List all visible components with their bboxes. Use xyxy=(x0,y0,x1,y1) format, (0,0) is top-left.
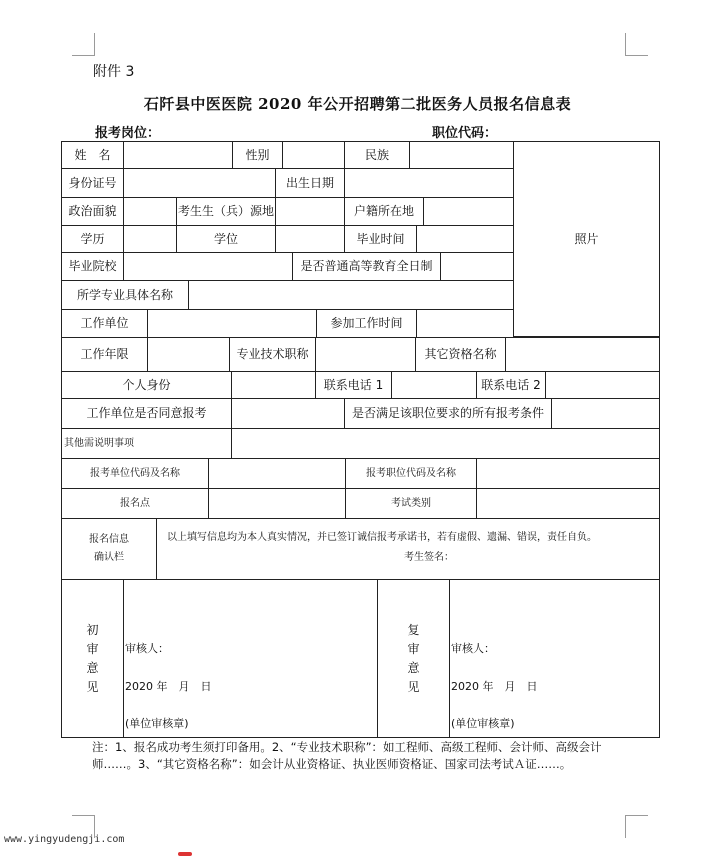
footnote: 注：1、报名成功考生须打印备用。2、“专业技术职称”：如工程师、高级工程师、会计师、高级会计师……。3、“其它资格名称”：如会计从业资格证、执业医师资格证、国家司法考试Ａ证……。 xyxy=(92,740,602,771)
work-unit-label: 工作单位 xyxy=(61,309,148,338)
second-review-date: 2020 年 月 日 xyxy=(451,680,538,693)
first-review-box[interactable] xyxy=(123,579,378,738)
first-review-char: 审 xyxy=(86,641,99,656)
exam-type-label: 考试类别 xyxy=(345,488,477,519)
identity-label: 个人身份 xyxy=(61,371,232,399)
unit-agree-label: 工作单位是否同意报考 xyxy=(61,398,232,429)
exam-type-field[interactable] xyxy=(476,488,660,519)
second-review-char: 复 xyxy=(407,622,420,637)
work-start-label: 参加工作时间 xyxy=(316,309,417,338)
degree-field[interactable] xyxy=(275,225,345,253)
post-code-label: 报考职位代码及名称 xyxy=(345,458,477,489)
education-field[interactable] xyxy=(123,225,177,253)
other-notes-field[interactable] xyxy=(231,428,660,459)
second-review-char: 见 xyxy=(407,679,420,694)
political-field[interactable] xyxy=(123,197,177,226)
household-field[interactable] xyxy=(423,197,514,226)
signature-label: 考生签名： xyxy=(404,552,454,563)
confirm-label-line2: 确认栏 xyxy=(94,552,124,563)
origin-field[interactable] xyxy=(275,197,345,226)
site-field[interactable] xyxy=(208,488,346,519)
phone2-label: 联系电话 2 xyxy=(476,371,546,399)
phone1-label: 联系电话 1 xyxy=(315,371,392,399)
confirm-box[interactable] xyxy=(156,518,660,580)
first-reviewer-label: 审核人： xyxy=(125,642,169,655)
id-number-label: 身份证号 xyxy=(61,168,124,198)
identity-field[interactable] xyxy=(231,371,316,399)
education-label: 学历 xyxy=(61,225,124,253)
birth-date-label: 出生日期 xyxy=(275,168,345,198)
unit-code-label: 报考单位代码及名称 xyxy=(61,458,209,489)
second-reviewer-label: 审核人： xyxy=(451,642,495,655)
corner-mark xyxy=(625,33,648,56)
name-label: 姓 名 xyxy=(61,141,124,169)
first-review-label xyxy=(61,579,124,738)
phone2-field[interactable] xyxy=(545,371,660,399)
school-label: 毕业院校 xyxy=(61,252,124,281)
second-review-box[interactable] xyxy=(449,579,660,738)
id-number-field[interactable] xyxy=(123,168,276,198)
first-review-char: 见 xyxy=(86,679,99,694)
meets-req-field[interactable] xyxy=(551,398,660,429)
confirm-statement: 以上填写信息均为本人真实情况，并已签订诚信报考承诺书，若有虚假、遗漏、错误，责任自负。 xyxy=(167,532,597,543)
first-review-char: 初 xyxy=(86,622,99,637)
major-label: 所学专业具体名称 xyxy=(61,280,189,310)
major-field[interactable] xyxy=(188,280,514,310)
post-label: 报考岗位： xyxy=(95,126,161,141)
watermark-url: www.yingyudengji.com xyxy=(4,834,125,845)
fulltime-field[interactable] xyxy=(440,252,514,281)
site-label: 报名点 xyxy=(61,488,209,519)
second-review-char: 意 xyxy=(407,660,420,675)
work-unit-field[interactable] xyxy=(147,309,317,338)
other-notes-label: 其他需说明事项 xyxy=(61,428,232,459)
photo-box[interactable]: 照片 xyxy=(513,141,660,337)
degree-label: 学位 xyxy=(176,225,276,253)
ethnicity-label: 民族 xyxy=(344,141,410,169)
school-field[interactable] xyxy=(123,252,293,281)
other-qual-label: 其它资格名称 xyxy=(415,337,506,372)
unit-code-field[interactable] xyxy=(208,458,346,489)
first-review-date: 2020 年 月 日 xyxy=(125,680,212,693)
origin-label: 考生生（兵）源地 xyxy=(176,197,276,226)
phone1-field[interactable] xyxy=(391,371,477,399)
second-review-char: 审 xyxy=(407,641,420,656)
fulltime-label: 是否普通高等教育全日制 xyxy=(292,252,441,281)
unit-agree-field[interactable] xyxy=(231,398,345,429)
form-title: 石阡县中医医院 2020 年公开招聘第二批医务人员报名信息表 xyxy=(143,95,572,113)
political-label: 政治面貌 xyxy=(61,197,124,226)
post-code-field[interactable] xyxy=(476,458,660,489)
tech-title-label: 专业技术职称 xyxy=(229,337,316,372)
code-label: 职位代码： xyxy=(432,126,498,141)
second-review-label xyxy=(377,579,450,738)
other-qual-field[interactable] xyxy=(505,337,660,372)
work-start-field[interactable] xyxy=(416,309,514,338)
ethnicity-field[interactable] xyxy=(409,141,514,169)
red-mark xyxy=(178,852,192,856)
gender-field[interactable] xyxy=(282,141,345,169)
first-review-char: 意 xyxy=(86,660,99,675)
annex-label: 附件 3 xyxy=(93,64,135,80)
second-review-stamp: (单位审核章) xyxy=(451,717,515,730)
birth-date-field[interactable] xyxy=(344,168,514,198)
name-field[interactable] xyxy=(123,141,233,169)
meets-req-label: 是否满足该职位要求的所有报考条件 xyxy=(344,398,552,429)
work-years-label: 工作年限 xyxy=(61,337,148,372)
work-years-field[interactable] xyxy=(147,337,230,372)
tech-title-field[interactable] xyxy=(315,337,416,372)
corner-mark xyxy=(72,33,95,56)
confirm-label xyxy=(61,518,157,580)
corner-mark xyxy=(625,815,648,838)
household-label: 户籍所在地 xyxy=(344,197,424,226)
grad-time-label: 毕业时间 xyxy=(344,225,417,253)
confirm-label-line1: 报名信息 xyxy=(89,534,129,545)
first-review-stamp: (单位审核章) xyxy=(125,717,189,730)
gender-label: 性别 xyxy=(232,141,283,169)
grad-time-field[interactable] xyxy=(416,225,514,253)
